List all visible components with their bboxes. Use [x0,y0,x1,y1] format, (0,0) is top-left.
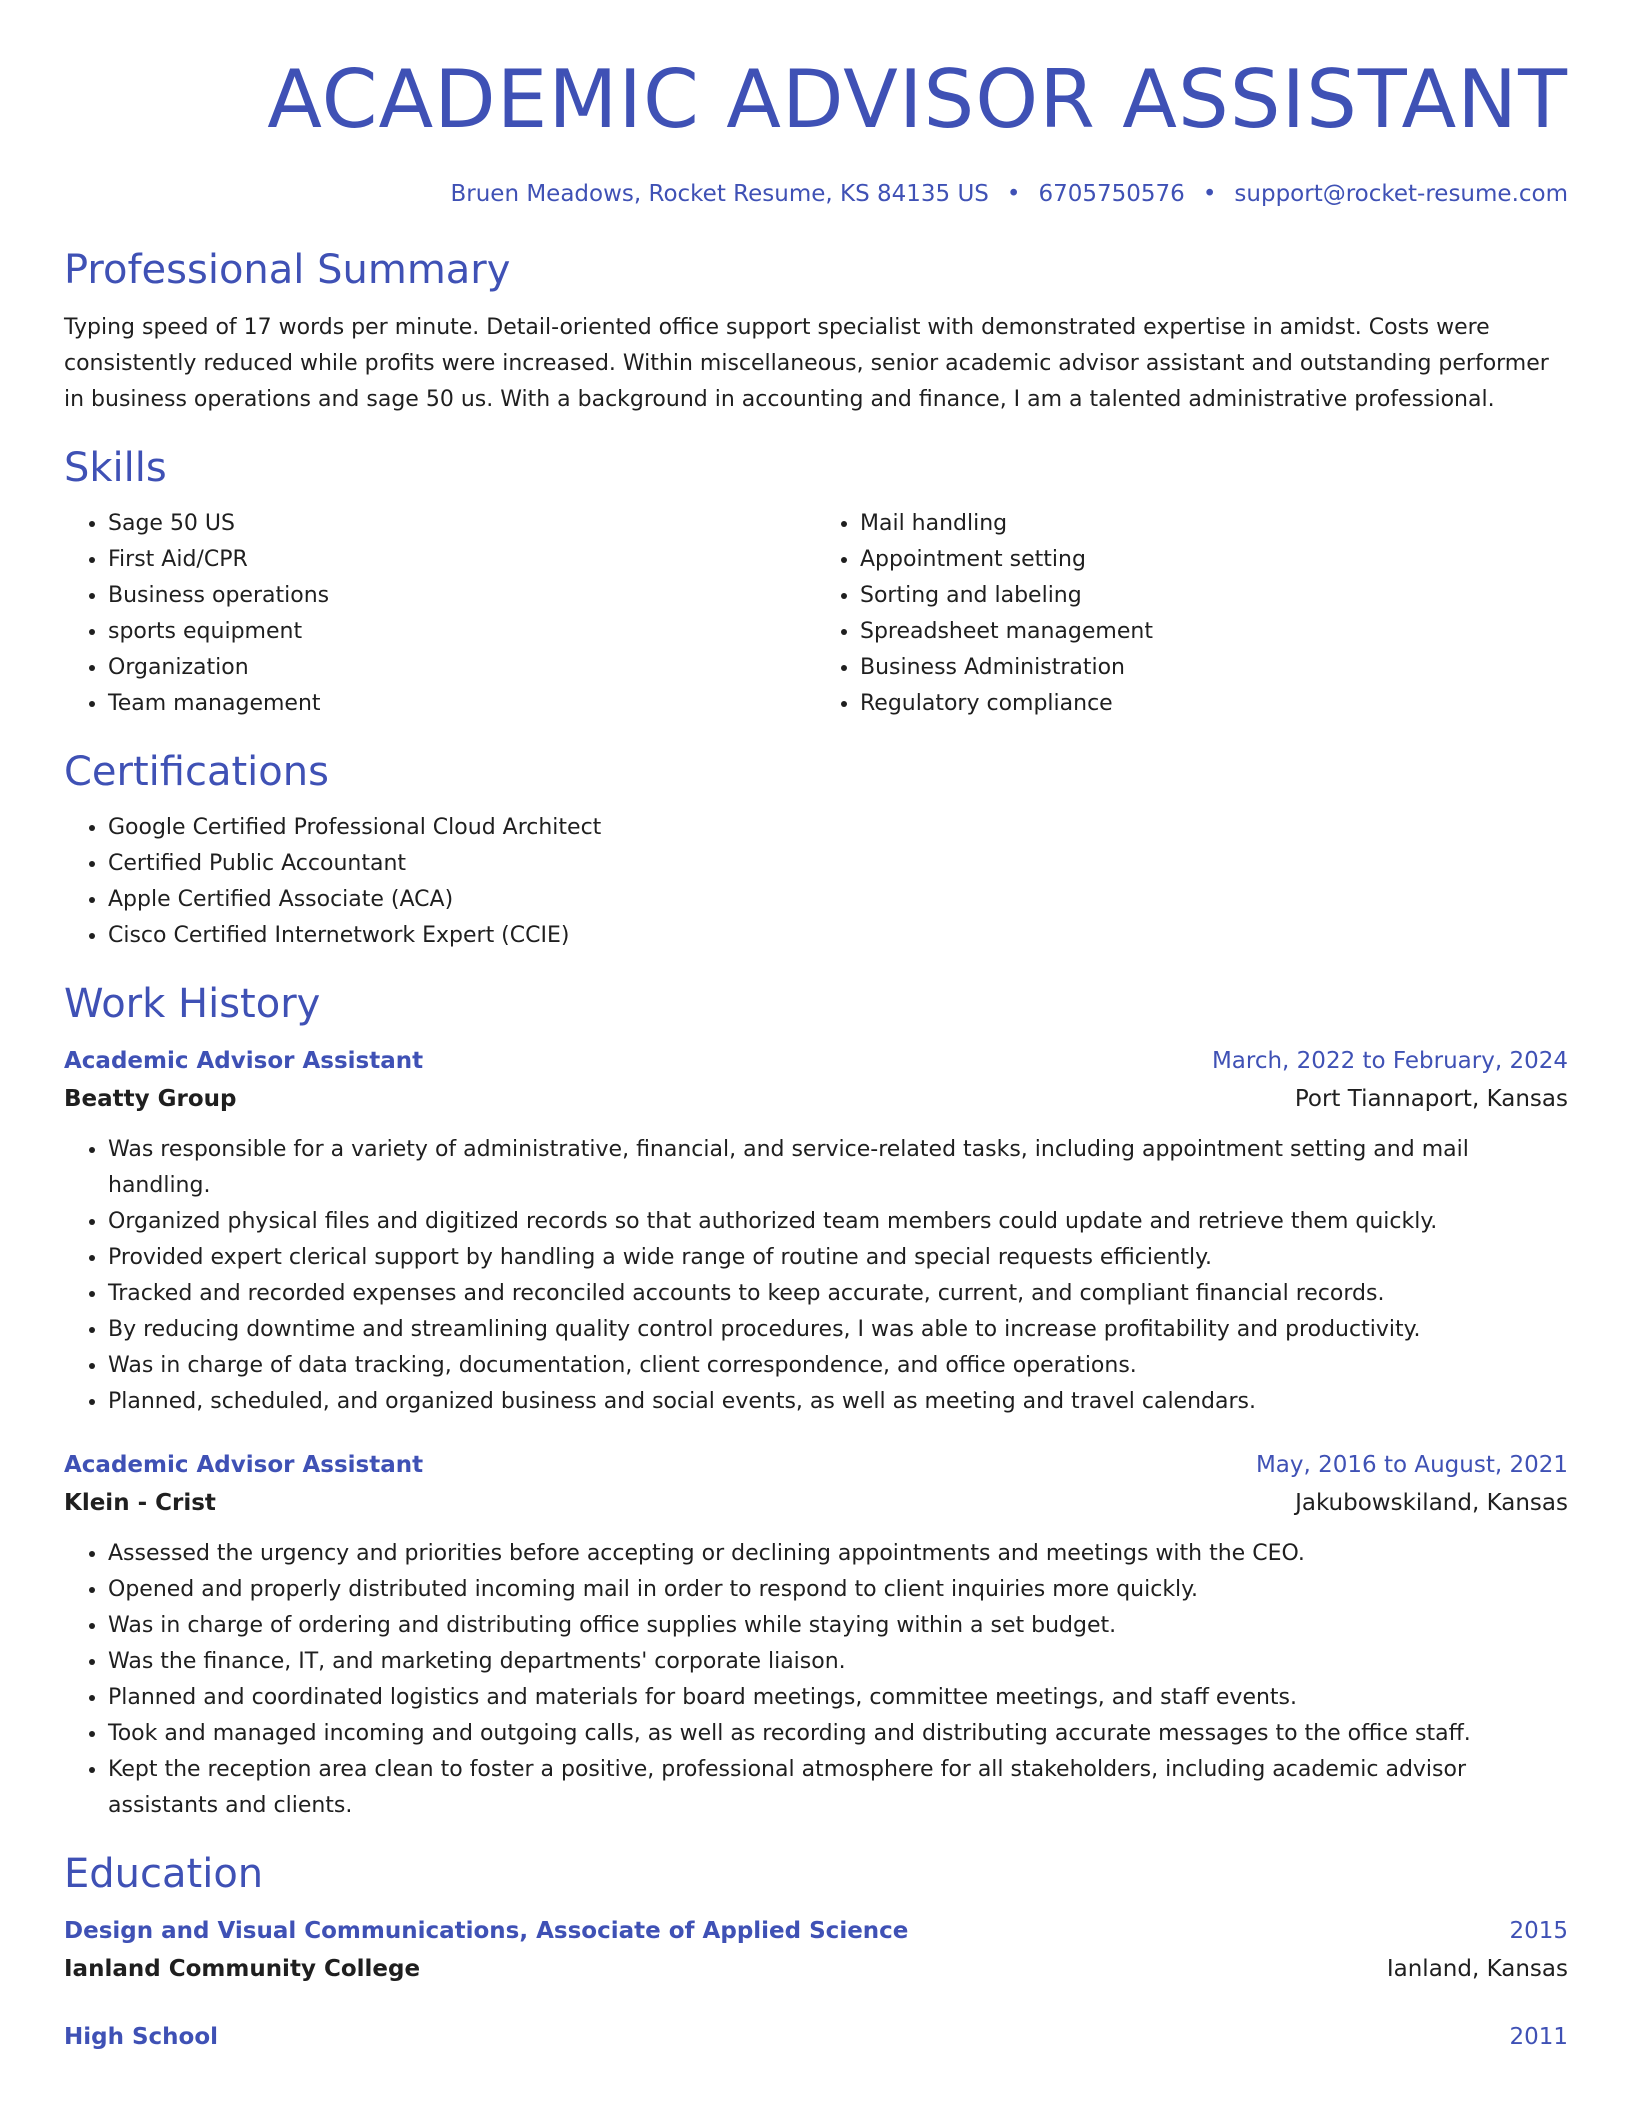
resume-name: ACADEMIC ADVISOR ASSISTANT [267,53,1568,146]
list-item: • Opened and properly distributed incoming mail in order to respond to client inquiries more quickly. [108,1572,1568,1608]
education-degree: Design and Visual Communications, Associate of Applied Science [64,1918,909,1944]
list-item: • Team management [108,686,816,722]
list-item: • Kept the reception area clean to foster a positive, professional atmosphere for all stakeholders, including academic advisor assistants and clients. [108,1752,1568,1824]
list-item: • Tracked and recorded expenses and reconciled accounts to keep accurate, current, and compliant financial records. [108,1276,1568,1312]
education-entry [64,1912,1568,1988]
list-item: • Assessed the urgency and priorities before accepting or declining appointments and meetings with the CEO. [108,1536,1568,1572]
education-entry [64,2018,1568,2056]
contact-phone: 6705750576 [1038,181,1185,207]
list-item: • Provided expert clerical support by handling a wide range of routine and special requests efficiently. [108,1240,1568,1276]
list-item: • Mail handling [860,506,1568,542]
list-item: • Took and managed incoming and outgoing calls, as well as recording and distributing accurate messages to the office staff. [108,1716,1568,1752]
skills-list-left [64,506,816,722]
list-item: • First Aid/CPR [108,542,816,578]
contact-address: Bruen Meadows, Rocket Resume, KS 84135 US [450,181,989,207]
list-item: • Organization [108,650,816,686]
contact-email: support@rocket-resume.com [1234,181,1568,207]
list-item: • Sorting and labeling [860,578,1568,614]
skills-list-right [816,506,1568,722]
summary-text: Typing speed of 17 words per minute. Detail-oriented office support specialist with demonstrated expertise in amidst. Costs were consistently reduced while profits were increased. Within miscellaneous, senior academic advisor assistant and outstanding performer in business operations and sage 50 us. With a background in accounting and finance, I am a talented administrative professional. [64,315,1549,412]
list-item: • Was in charge of data tracking, documentation, client correspondence, and office operations. [108,1348,1568,1384]
certifications-list [64,810,1568,954]
job-entry [64,1446,1568,1824]
list-item: • By reducing downtime and streamlining quality control procedures, I was able to increase profitability and productivity. [108,1312,1568,1348]
job-bullets [64,1132,1568,1420]
education-year: 2011 [1509,2024,1568,2050]
contact-line [64,178,1568,210]
separator-dot: • [1006,181,1021,207]
list-item: • Spreadsheet management [860,614,1568,650]
job-company: Beatty Group [64,1086,237,1112]
job-bullets [64,1536,1568,1824]
list-item: • Business operations [108,578,816,614]
list-item: • Regulatory compliance [860,686,1568,722]
list-item: • Was responsible for a variety of administrative, financial, and service-related tasks, including appointment setting and mail handling. [108,1132,1568,1204]
list-item: • Planned, scheduled, and organized business and social events, as well as meeting and travel calendars. [108,1384,1568,1420]
list-item: • Business Administration [860,650,1568,686]
education-location: Ianland, Kansas [1386,1956,1568,1982]
section-heading: Certifications [64,749,329,795]
section-heading: Work History [64,981,321,1027]
list-item: • Was in charge of ordering and distributing office supplies while staying within a set budget. [108,1608,1568,1644]
work-history-section [64,980,1568,1824]
job-location: Jakubowskiland, Kansas [1295,1490,1568,1516]
job-company: Klein - Crist [64,1490,216,1516]
education-year: 2015 [1509,1918,1568,1944]
job-title: Academic Advisor Assistant [64,1048,424,1074]
list-item: • Cisco Certified Internetwork Expert (CCIE) [108,918,1568,954]
list-item: • Planned and coordinated logistics and materials for board meetings, committee meetings, and staff events. [108,1680,1568,1716]
skills-section [64,444,1568,722]
job-dates: March, 2022 to February, 2024 [1211,1048,1568,1074]
separator-dot: • [1202,181,1217,207]
certifications-section [64,748,1568,954]
list-item: • Apple Certified Associate (ACA) [108,882,1568,918]
summary-section [64,246,1568,418]
education-school: Ianland Community College [64,1956,421,1982]
job-location: Port Tiannaport, Kansas [1294,1086,1568,1112]
job-entry [64,1042,1568,1420]
section-heading: Education [64,1851,264,1897]
section-heading: Skills [64,445,167,491]
resume-page [64,52,1568,2056]
section-heading: Professional Summary [64,247,511,293]
list-item: • Google Certified Professional Cloud Architect [108,810,1568,846]
education-section [64,1850,1568,2056]
list-item: • Organized physical files and digitized records so that authorized team members could update and retrieve them quickly. [108,1204,1568,1240]
list-item: • Was the finance, IT, and marketing departments' corporate liaison. [108,1644,1568,1680]
education-degree: High School [64,2024,219,2050]
list-item: • sports equipment [108,614,816,650]
list-item: • Appointment setting [860,542,1568,578]
job-dates: May, 2016 to August, 2021 [1255,1452,1568,1478]
list-item: • Certified Public Accountant [108,846,1568,882]
list-item: • Sage 50 US [108,506,816,542]
job-title: Academic Advisor Assistant [64,1452,424,1478]
